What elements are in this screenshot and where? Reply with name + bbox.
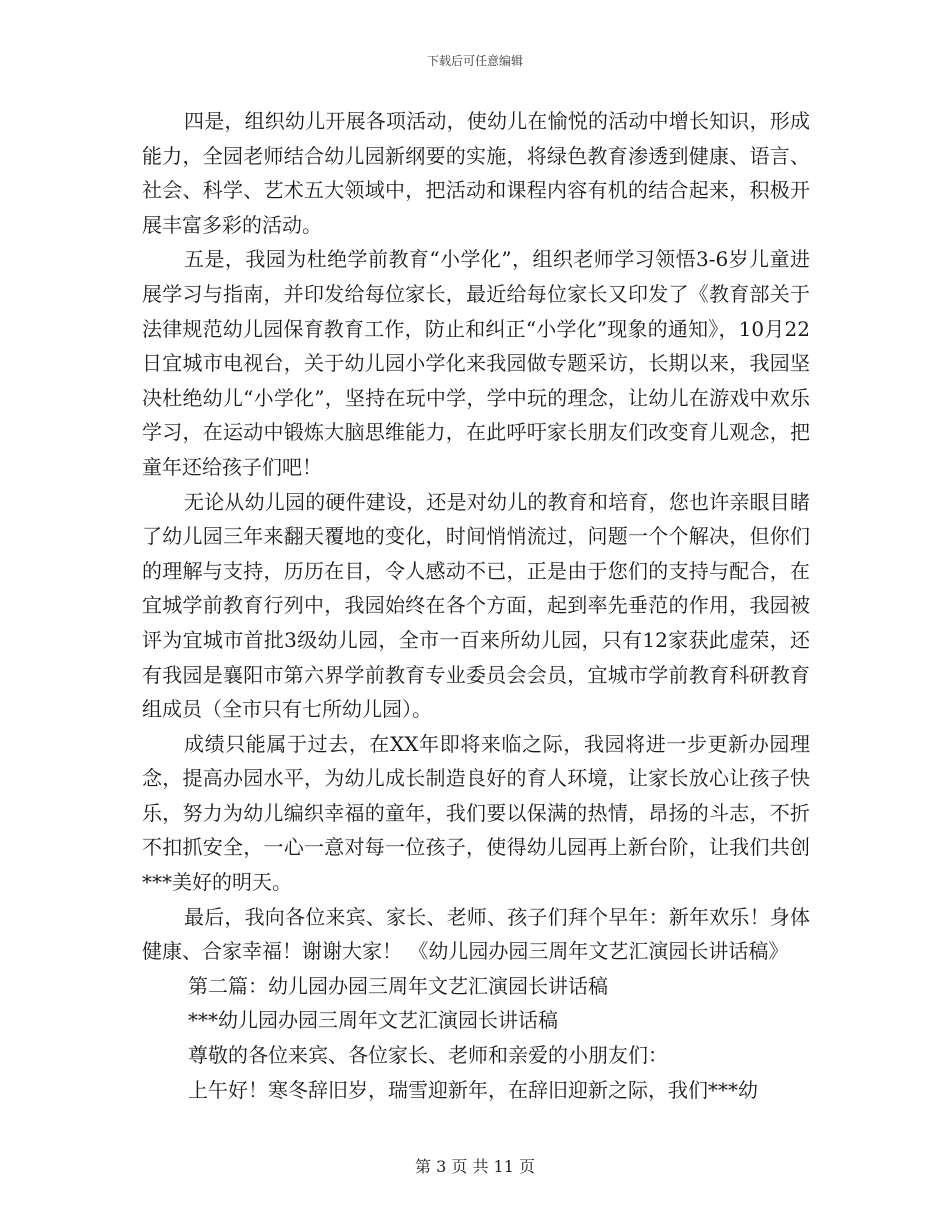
paragraph-four: 四是，组织幼儿开展各项活动，使幼儿在愉悦的活动中增长知识，形成能力，全园老师结合幼儿园新纲要的实施，将绿色教育渗透到健康、语言、社会、科学、艺术五大领域中，把活动和课程内容有机的结合起来，积极开展丰富多彩的活动。 [142, 109, 810, 237]
paragraph-future: 成绩只能属于过去，在XX年即将来临之际，我园将进一步更新办园理念，提高办园水平，为幼儿成长制造良好的育人环境，让家长放心让孩子快乐，努力为幼儿编织幸福的童年，我们要以保满的热情，昂扬的斗志，不折不扣抓安全，一心一意对每一位孩子，使得幼儿园再上新台阶，让我们共创***美好的明天。 [142, 731, 810, 895]
opening-line: 上午好！寒冬辞旧岁，瑞雪迎新年，在辞旧迎新之际，我们***幼 [188, 1077, 758, 1102]
paragraph-five: 五是，我园为杜绝学前教育“小学化”，组织老师学习领悟3-6岁儿童进展学习与指南，并印发给每位家长，最近给每位家长又印发了《教育部关于法律规范幼儿园保育教育工作，防止和纠正“小学化”现象的通知》，10月22日宜城市电视台，关于幼儿园小学化来我园做专题采访，长期以来，我园坚决杜绝幼儿“小学化”，坚持在玩中学，学中玩的理念，让幼儿在游戏中欢乐学习，在运动中锻炼大脑思维能力，在此呼吁家长朋友们改变育儿观念，把童年还给孩子们吧！ [142, 247, 810, 479]
page-header: 下载后可任意编辑 [426, 54, 523, 68]
salutation: 尊敬的各位来宾、各位家长、老师和亲爱的小朋友们： [188, 1043, 668, 1068]
section-title-second: 第二篇：幼儿园办园三周年文艺汇演园长讲话稿 [188, 973, 608, 998]
document-body [142, 104, 810, 1107]
paragraph-closing: 最后，我向各位来宾、家长、老师、孩子们拜个早年：新年欢乐！身体健康、合家幸福！谢谢大家！ 《幼儿园办园三周年文艺汇演园长讲话稿》 [142, 904, 810, 964]
page-footer: 第 3 页 共 11 页 [415, 1157, 535, 1176]
speech-title: ***幼儿园办园三周年文艺汇演园长讲话稿 [188, 1008, 558, 1033]
paragraph-achievements: 无论从幼儿园的硬件建设，还是对幼儿的教育和培育，您也许亲眼目睹了幼儿园三年来翻天覆地的变化，时间悄悄流过，问题一个个解决，但你们的理解与支持，历历在目，令人感动不已，正是由于您们的支持与配合，在宜城学前教育行列中，我园始终在各个方面，起到率先垂范的作用，我园被评为宜城市首批3级幼儿园，全市一百来所幼儿园，只有12家获此虚荣，还有我园是襄阳市第六界学前教育专业委员会会员，宜城市学前教育科研教育组成员（全市只有七所幼儿园）。 [142, 489, 810, 722]
